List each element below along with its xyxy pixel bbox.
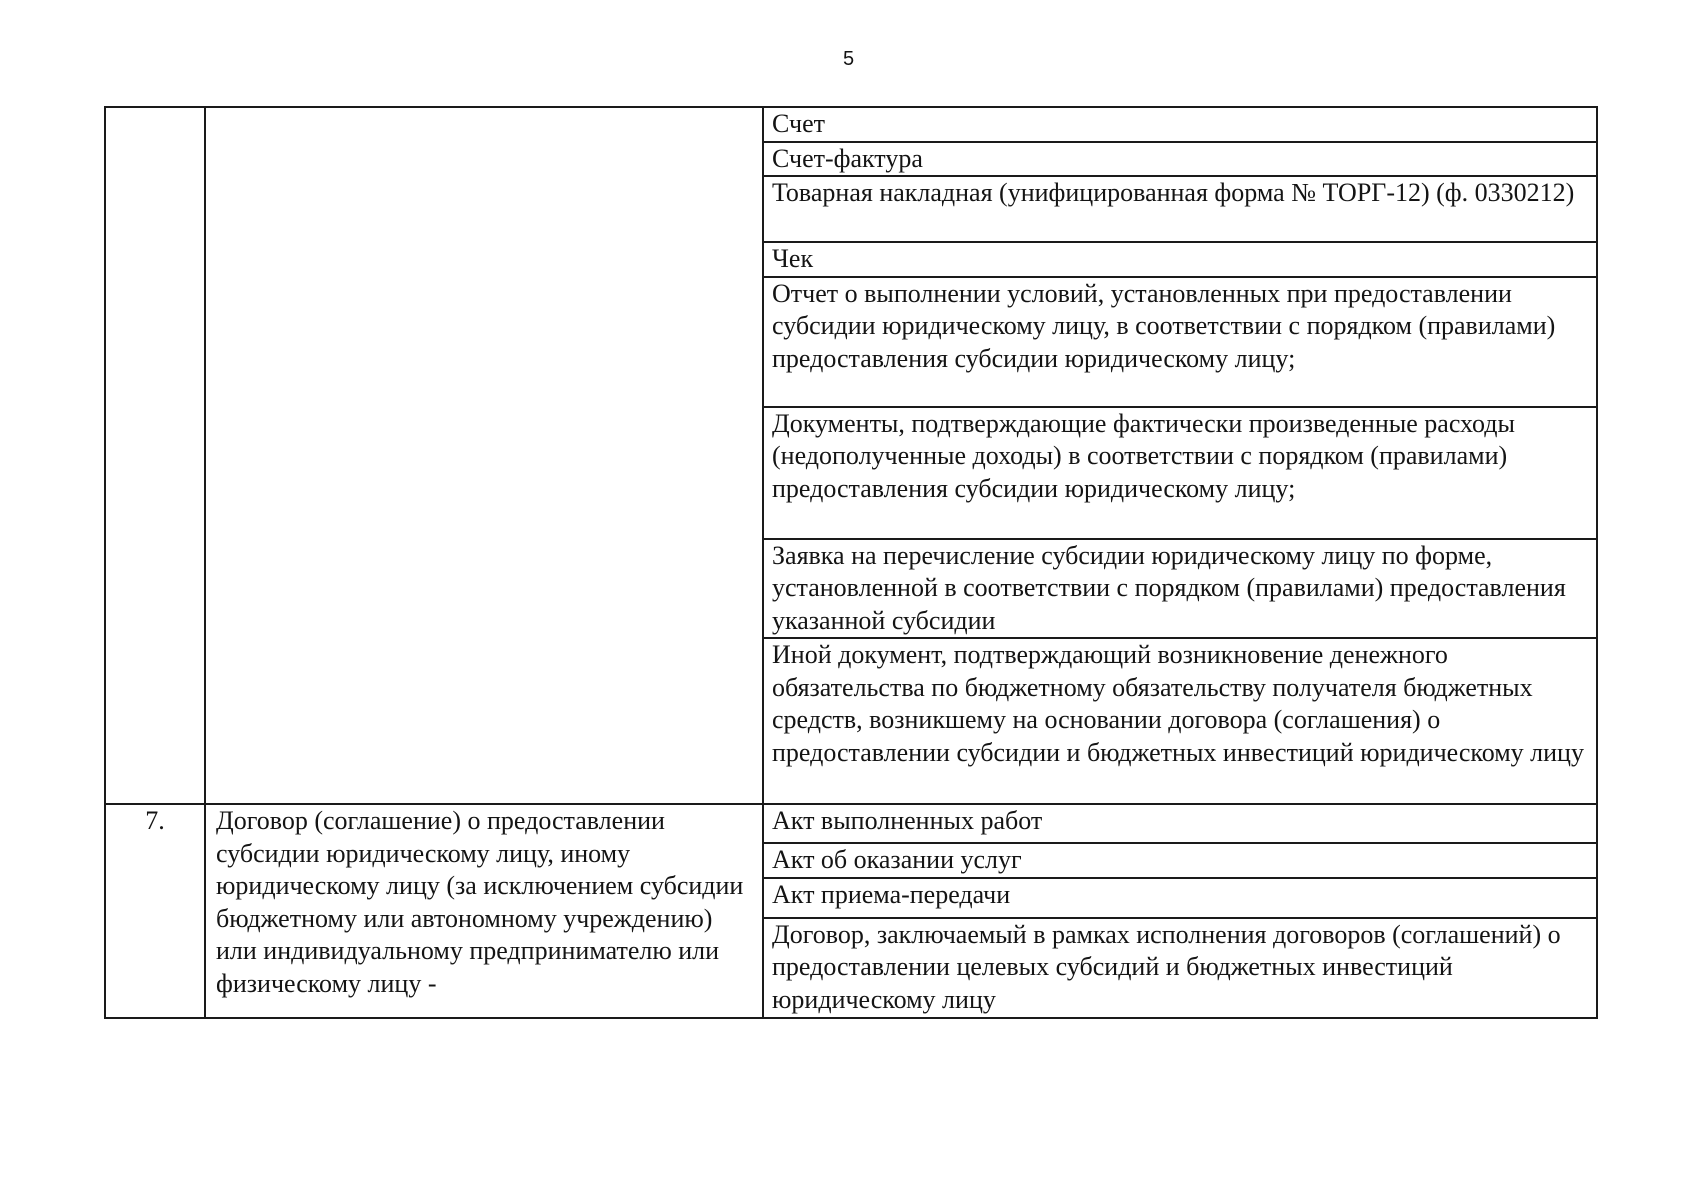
- basis-document-cell: Договор (соглашение) о предоставлении субсидии юридическому лицу, иному юридическому лицу (за исключением субсидии бюджетному или автономному учреждению) или индивидуальному предпринимателю или физическому лицу -: [205, 804, 763, 1018]
- supporting-document-cell: Договор, заключаемый в рамках исполнения договоров (соглашений) о предоставлении целевых субсидий и бюджетных инвестиций юридическому лицу: [763, 918, 1597, 1018]
- table-row: [105, 107, 1597, 142]
- page-number: 5: [842, 48, 855, 70]
- supporting-document-cell: Акт приема-передачи: [763, 878, 1597, 918]
- documents-table: [104, 106, 1598, 1019]
- row-number-cell: 7.: [105, 804, 205, 1018]
- supporting-document-cell: Документы, подтверждающие фактически произведенные расходы (недополученные доходы) в соответствии с порядком (правилами) предоставления субсидии юридическому лицу;: [763, 407, 1597, 539]
- row-number-cell: [105, 107, 205, 804]
- basis-document-cell: [205, 107, 763, 804]
- supporting-document-cell: Отчет о выполнении условий, установленных при предоставлении субсидии юридическому лицу, в соответствии с порядком (правилами) предоставления субсидии юридическому лицу;: [763, 277, 1597, 407]
- supporting-document-cell: Заявка на перечисление субсидии юридическому лицу по форме, установленной в соответствии с порядком (правилами) предоставления указанной субсидии: [763, 539, 1597, 639]
- supporting-document-cell: Акт выполненных работ: [763, 804, 1597, 843]
- table-row: [105, 804, 1597, 843]
- supporting-document-cell: Товарная накладная (унифицированная форма № ТОРГ-12) (ф. 0330212): [763, 176, 1597, 242]
- supporting-document-cell: Чек: [763, 242, 1597, 277]
- supporting-document-cell: Счет-фактура: [763, 142, 1597, 177]
- supporting-document-cell: Счет: [763, 107, 1597, 142]
- supporting-document-cell: Акт об оказании услуг: [763, 843, 1597, 878]
- supporting-document-cell: Иной документ, подтверждающий возникновение денежного обязательства по бюджетному обязательству получателя бюджетных средств, возникшему на основании договора (соглашения) о предоставлении субсидии и бюджетных инвестиций юридическому лицу: [763, 638, 1597, 804]
